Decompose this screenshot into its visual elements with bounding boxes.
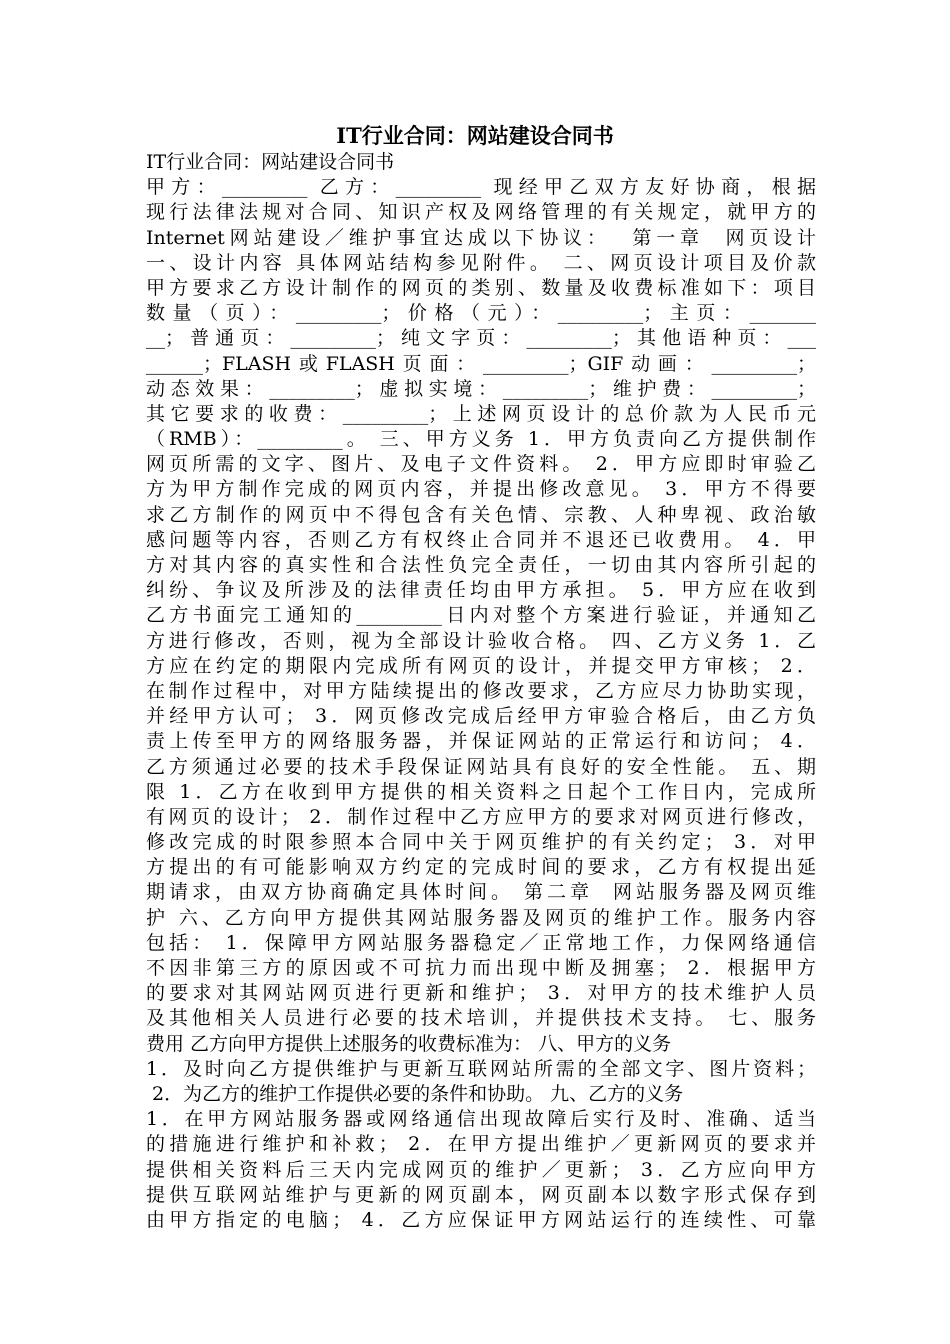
body-line: 方为甲方制作完成的网页内容，并提出修改意见。 3．甲方不得要 — [146, 478, 816, 501]
body-line: 及其他相关人员进行必要的技术培训，并提供技术支持。 七、服务 — [146, 1007, 816, 1030]
body-line: __；普通页：_________；纯文字页：_________；其他语种页：___ — [146, 327, 816, 350]
body-line: 期请求，由双方协商确定具体时间。 第二章 网站服务器及网页维 — [146, 881, 816, 904]
body-line: 数量（页）：_________；价格（元）：_________；主页：_______ — [146, 302, 816, 325]
body-line: 求乙方制作的网页中不得包含有关色情、宗教、人种卑视、政治敏 — [146, 503, 816, 526]
body-line: 感问题等内容，否则乙方有权终止合同并不退还已收费用。 4．甲 — [146, 528, 816, 551]
body-line: 提供互联网站维护与更新的网页副本，网页副本以数字形式保存到 — [146, 1183, 816, 1206]
body-line: 一、设计内容 具体网站结构参见附件。 二、网页设计项目及价款 — [146, 251, 816, 274]
body-line: 1．及时向乙方提供维护与更新互联网站所需的全部文字、图片资料； — [146, 1057, 816, 1080]
body-line: 动态效果：_________；虚拟实境：_________；维护费：_________； — [146, 377, 816, 400]
body-line: 方对其内容的真实性和合法性负完全责任，一切由其内容所引起的 — [146, 554, 816, 576]
body-line: 提供相关资料后三天内完成网页的维护／更新； 3．乙方应向甲方 — [146, 1158, 816, 1181]
body-line: 其它要求的收费：_________；上述网页设计的总价款为人民币元 — [146, 402, 816, 425]
body-line: 责上传至甲方的网络服务器，并保证网站的正常运行和访问； 4． — [146, 730, 816, 753]
body-line: 纠纷、争议及所涉及的法律责任均由甲方承担。 5．甲方应在收到 — [146, 579, 816, 602]
body-line: 修改完成的时限参照本合同中关于网页维护的有关约定； 3．对甲 — [146, 831, 816, 854]
body-line: IT行业合同：网站建设合同书 — [146, 151, 395, 173]
body-line: 现行法律法规对合同、知识产权及网络管理的有关规定，就甲方的 — [146, 201, 816, 224]
body-line: 方应在约定的期限内完成所有网页的设计，并提交甲方审核； 2． — [146, 654, 816, 677]
body-line: （RMB）：_________。 三、甲方义务 1．甲方负责向乙方提供制作 — [146, 428, 816, 451]
body-line: 方进行修改，否则，视为全部设计验收合格。 四、乙方义务 1．乙 — [146, 629, 816, 652]
body-line: 网页所需的文字、图片、及电子文件资料。 2．甲方应即时审验乙 — [146, 453, 816, 476]
body-line: 在制作过程中，对甲方陆续提出的修改要求，乙方应尽力协助实现， — [146, 679, 816, 702]
body-line: ______；FLASH或FLASH页面：_________；GIF动画：_________； — [146, 352, 816, 375]
body-line: 甲方要求乙方设计制作的网页的类别、数量及收费标准如下：项目 — [146, 276, 816, 299]
body-line: 的要求对其网站网页进行更新和维护； 3．对甲方的技术维护人员 — [146, 982, 816, 1005]
body-line: 甲方：_________ 乙方：_________ 现经甲乙双方友好协商，根据 — [146, 176, 816, 199]
body-line: 乙方书面完工通知的_________日内对整个方案进行验证，并通知乙 — [146, 604, 816, 627]
body-line: 方提出的有可能影响双方约定的完成时间的要求，乙方有权提出延 — [146, 856, 816, 879]
body-line: 不因非第三方的原因或不可抗力而出现中断及拥塞； 2．根据甲方 — [146, 957, 816, 979]
body-line: 有网页的设计； 2．制作过程中乙方应甲方的要求对网页进行修改， — [146, 805, 816, 828]
body-line: 1．在甲方网站服务器或网络通信出现故障后实行及时、准确、适当 — [146, 1108, 816, 1131]
body-line: 护 六、乙方向甲方提供其网站服务器及网页的维护工作。服务内容 — [146, 906, 816, 929]
body-line: 包括： 1．保障甲方网站服务器稳定／正常地工作，力保网络通信 — [146, 931, 816, 954]
body-line: 乙方须通过必要的技术手段保证网站具有良好的安全性能。 五、期 — [146, 755, 816, 778]
document-title: IT行业合同：网站建设合同书 — [336, 123, 614, 148]
body-line: 的措施进行维护和补救； 2．在甲方提出维护／更新网页的要求并 — [146, 1133, 816, 1156]
body-line: 并经甲方认可； 3．网页修改完成后经甲方审验合格后，由乙方负 — [146, 705, 816, 728]
body-line: 费用 乙方向甲方提供上述服务的收费标准为： 八、甲方的义务 — [146, 1032, 672, 1055]
body-line: 2．为乙方的维护工作提供必要的条件和协助。 九、乙方的义务 — [146, 1082, 684, 1105]
body-line: Internet网站建设／维护事宜达成以下协议： 第一章 网页设计 — [146, 226, 816, 249]
document-body — [146, 150, 816, 1233]
body-line: 由甲方指定的电脑； 4．乙方应保证甲方网站运行的连续性、可靠 — [146, 1208, 816, 1231]
body-line: 限 1．乙方在收到甲方提供的相关资料之日起个工作日内，完成所 — [146, 780, 816, 803]
